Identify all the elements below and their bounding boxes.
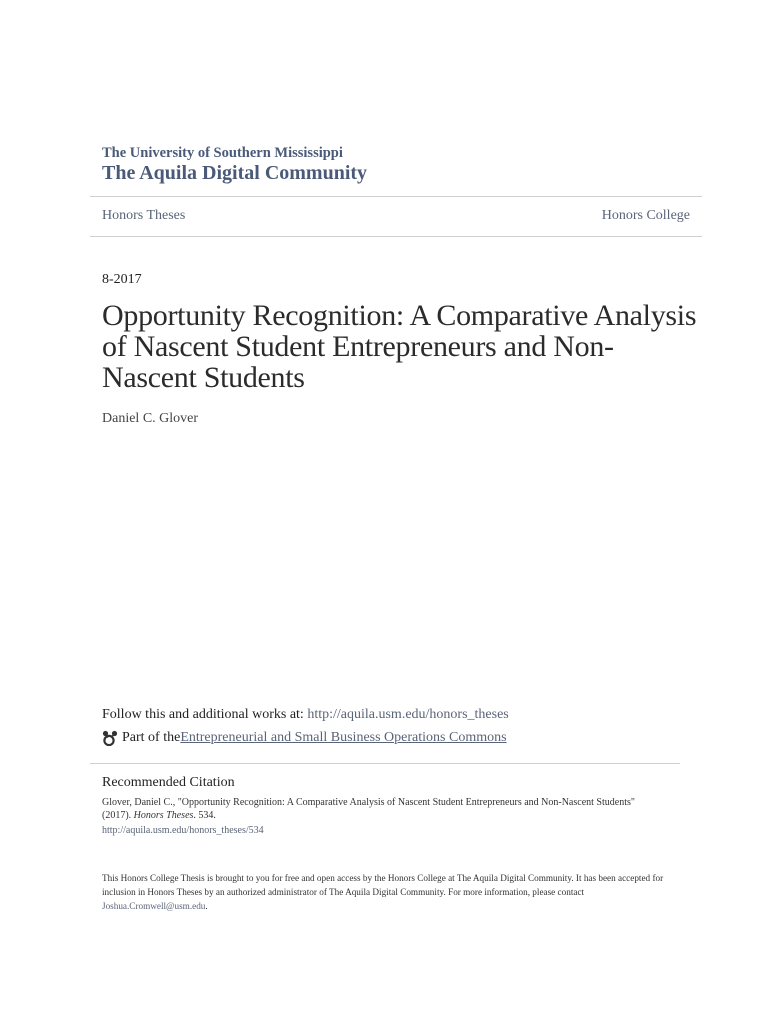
- citation-divider: [90, 763, 680, 764]
- author-name[interactable]: Daniel C. Glover: [102, 411, 199, 426]
- recommended-citation-heading: Recommended Citation: [102, 775, 235, 790]
- honors-college-link[interactable]: Honors College: [601, 208, 690, 223]
- header-divider-bottom: [90, 236, 702, 237]
- document-title: Opportunity Recognition: A Comparative Analysis of Nascent Student Entrepreneurs and Non-Nascent Students: [102, 299, 697, 394]
- citation-line-1: Glover, Daniel C., "Opportunity Recognition: A Comparative Analysis of Nascent Student Entrepreneurs and Non-Nascent Students": [102, 797, 635, 808]
- citation-number: . 534.: [193, 810, 216, 821]
- network-icon: [102, 730, 118, 746]
- follow-url-link[interactable]: http://aquila.usm.edu/honors_theses: [307, 707, 509, 722]
- honors-theses-link[interactable]: Honors Theses: [102, 208, 186, 223]
- repository-name[interactable]: The Aquila Digital Community: [102, 162, 368, 184]
- contact-email-link[interactable]: Joshua.Cromwell@usm.edu: [102, 901, 206, 911]
- header-divider-top: [90, 196, 702, 197]
- citation-url-link[interactable]: http://aquila.usm.edu/honors_theses/534: [102, 825, 264, 836]
- notice-end: .: [205, 901, 208, 911]
- part-of-line: [102, 730, 507, 746]
- notice-text: This Honors College Thesis is brought to you for free and open access by the Honors College at The Aquila Digital Community. It has been accepted for inclusion in Honors Theses by an authorized administrator of The Aquila Digital Community. For more information, please contact: [102, 873, 664, 897]
- part-of-label: Part of the: [122, 730, 181, 745]
- institution-name: The University of Southern Mississippi: [102, 145, 343, 161]
- citation-series: Honors Theses: [133, 810, 194, 821]
- follow-line: [102, 707, 509, 723]
- citation-year: (2017).: [102, 810, 134, 821]
- citation-line-2: [102, 810, 216, 821]
- discipline-link[interactable]: Entrepreneurial and Small Business Operations Commons: [180, 730, 507, 745]
- publication-date: 8-2017: [102, 272, 142, 287]
- access-notice: [102, 871, 682, 913]
- follow-label: Follow this and additional works at:: [102, 707, 308, 722]
